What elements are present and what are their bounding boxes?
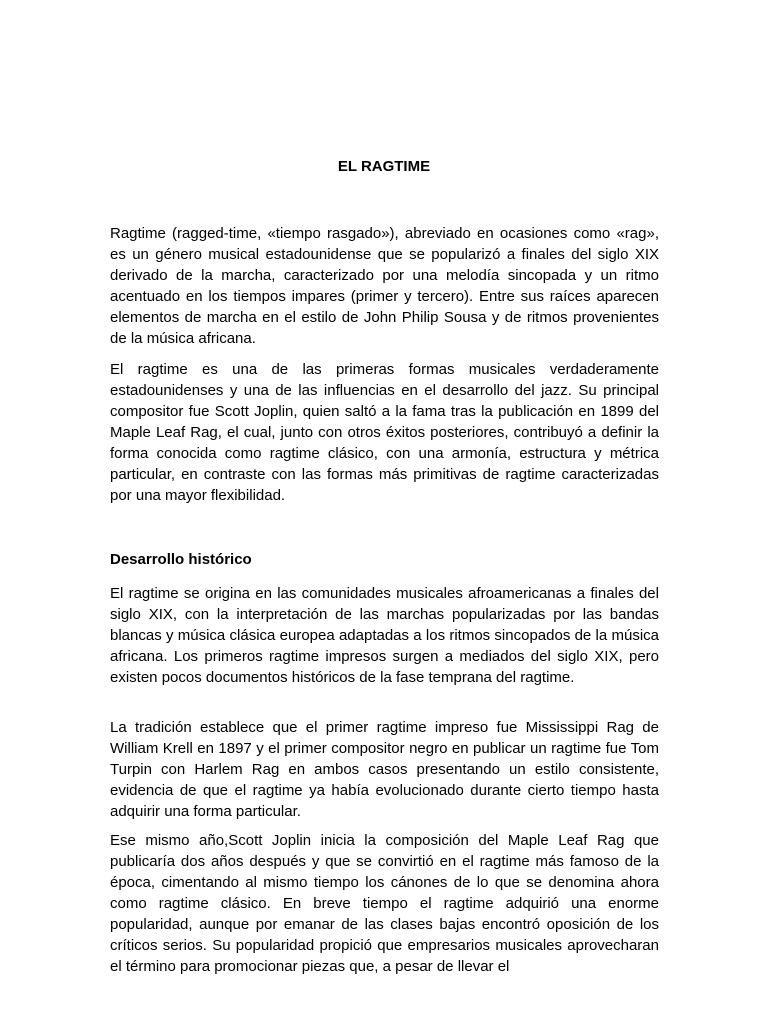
- document-title: EL RAGTIME: [337, 158, 431, 175]
- history-paragraph-2: La tradición establece que el primer ragtime impreso fue Mississippi Rag de William Krell en 1897 y el primer compositor negro en publicar un ragtime fue Tom Turpin con Harlem Rag en ambos casos presentando un estilo consistente, evidencia de que el ragtime ya había evolucionado durante cierto tiempo hasta adquirir una forma particular.: [110, 719, 659, 820]
- section-heading: Desarrollo histórico: [110, 551, 252, 568]
- overview-paragraph: El ragtime es una de las primeras formas musicales verdaderamente estadounidenses y una de las influencias en el desarrollo del jazz. Su principal compositor fue Scott Joplin, quien saltó a la fama tras la publicación en 1899 del Maple Leaf Rag, el cual, junto con otros éxitos posteriores, contribuyó a definir la forma conocida como ragtime clásico, con una armonía, estructura y métrica particular, en contraste con las formas más primitivas de ragtime caracterizadas por una mayor flexibilidad.: [110, 361, 659, 504]
- history-paragraph-1: El ragtime se origina en las comunidades musicales afroamericanas a finales del siglo XIX, con la interpretación de las marchas popularizadas por las bandas blancas y música clásica europea adaptadas a los ritmos sincopados de la música africana. Los primeros ragtime impresos surgen a mediados del siglo XIX, pero existen pocos documentos históricos de la fase temprana del ragtime.: [110, 585, 659, 686]
- history-paragraph-3-container: [110, 830, 659, 977]
- history-paragraph-3: Ese mismo año,Scott Joplin inicia la composición del Maple Leaf Rag que publicaría dos años después y que se convirtió en el ragtime más famoso de la época, cimentando al mismo tiempo los cánones de lo que se denomina ahora como ragtime clásico. En breve tiempo el ragtime adquirió una enorme popularidad, aunque por emanar de las clases bajas encontró oposición de los críticos serios. Su popularidad propició que empresarios musicales aprovecharan el término para promocionar piezas que, a pesar de llevar el: [110, 832, 659, 975]
- intro-paragraph: Ragtime (ragged-time, «tiempo rasgado»), abreviado en ocasiones como «rag», es un género musical estadounidense que se popularizó a finales del siglo XIX derivado de la marcha, caracterizado por una melodía sincopada y un ritmo acentuado en los tiempos impares (primer y tercero). Entre sus raíces aparecen elementos de marcha en el estilo de John Philip Sousa y de ritmos provenientes de la música africana.: [110, 225, 659, 347]
